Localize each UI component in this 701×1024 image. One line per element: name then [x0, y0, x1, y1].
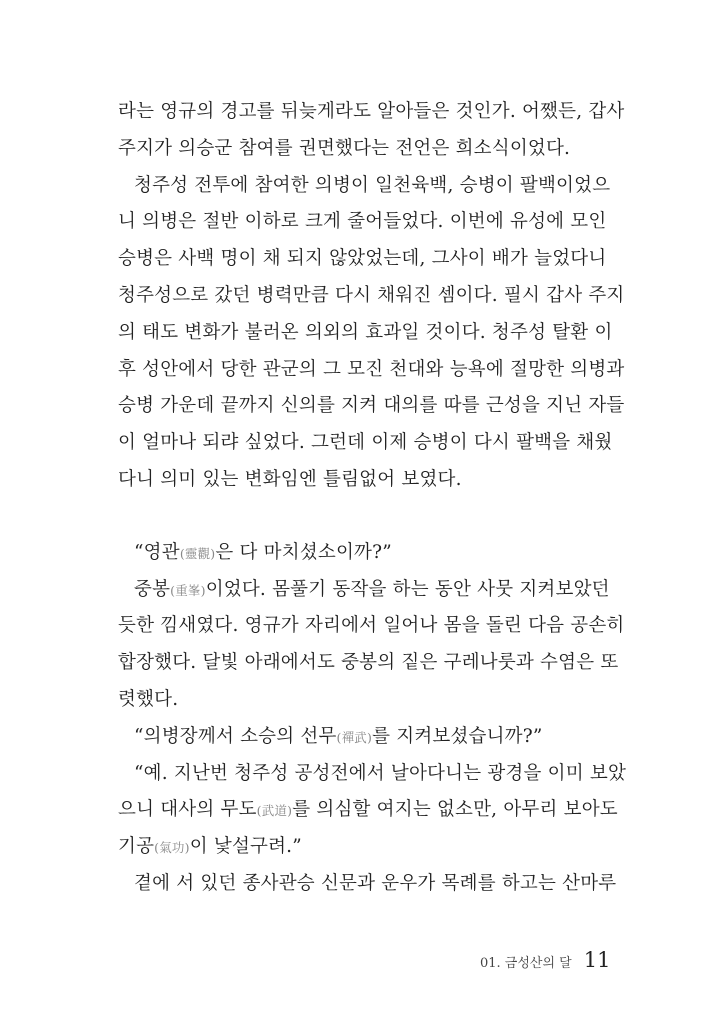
text-line: [118, 352, 625, 389]
text-line: [118, 829, 604, 866]
text-line: [118, 792, 618, 829]
text-line: [118, 866, 617, 903]
text-line: [118, 425, 613, 462]
running-footer: [480, 948, 610, 972]
text-segment: 이 얼마나 되랴 싶었다. 그런데 이제 승병이 다시 팔백을 채웠: [118, 432, 613, 454]
text-segment: 청주성으로 갔던 병력만큼 다시 채워진 셈이다. 필시 갑사 주지: [118, 284, 625, 306]
text-line: [118, 131, 604, 168]
text-segment: 기공: [118, 836, 155, 858]
text-segment: 합장했다. 달빛 아래에서도 중봉의 짙은 구레나룻과 수염은 또: [118, 652, 619, 674]
text-line: [118, 315, 613, 352]
text-line: [118, 645, 619, 682]
text-segment: 승병 가운데 끝까지 신의를 지켜 대의를 따를 근성을 지닌 자들: [118, 395, 625, 417]
text-segment: 의 태도 변화가 불러온 의외의 효과일 것이다. 청주성 탈환 이: [118, 321, 613, 343]
page-body: [118, 94, 627, 903]
text-line: [118, 682, 604, 719]
text-segment: 이었다. 몸풀기 동작을 하는 동안 사뭇 지켜보았던: [205, 578, 610, 600]
text-segment: 를 지켜보셨습니까?”: [372, 725, 543, 747]
hanja-annotation: (靈觀): [179, 545, 216, 561]
paragraph: [118, 719, 604, 756]
text-line: [118, 278, 625, 315]
text-segment: 를 의심할 여지는 없소만, 아무리 보아도: [292, 799, 618, 821]
text-line: [118, 756, 627, 793]
text-segment: 으니 대사의 무도: [118, 799, 257, 821]
text-segment: 이 낯설구려.”: [189, 836, 302, 858]
hanja-annotation: (禪武): [336, 729, 373, 745]
text-line: [118, 462, 604, 499]
text-line: [118, 388, 625, 425]
text-line: [118, 719, 604, 756]
text-line: [118, 608, 625, 645]
paragraph: [118, 572, 625, 719]
paragraph-gap: [118, 499, 604, 535]
text-segment: “의병장께서 소승의 선무: [134, 725, 337, 747]
text-segment: 후 성안에서 당한 관군의 그 모진 천대와 능욕에 절망한 의병과: [118, 358, 625, 380]
paragraph: [118, 535, 604, 572]
hanja-annotation: (重峯): [170, 582, 206, 598]
text-segment: 렷했다.: [118, 688, 179, 710]
text-segment: 라는 영규의 경고를 뒤늦게라도 알아들은 것인가. 어쨌든, 갑사: [118, 101, 625, 122]
text-segment: 청주성 전투에 참여한 의병이 일천육백, 승병이 팔백이었으: [134, 174, 611, 196]
text-line: [118, 535, 604, 572]
text-segment: “예. 지난번 청주성 공성전에서 날아다니는 광경을 이미 보았: [134, 762, 627, 784]
text-segment: 승병은 사백 명이 채 되지 않았었는데, 그사이 배가 늘었다니: [118, 248, 607, 270]
text-line: [118, 168, 611, 205]
chapter-title: 01. 금성산의 달: [480, 956, 572, 971]
text-segment: 곁에 서 있던 종사관승 신문과 운우가 목례를 하고는 산마루: [134, 872, 617, 894]
text-segment: 다니 의미 있는 변화임엔 틀림없어 보였다.: [118, 468, 462, 490]
text-segment: 니 의병은 절반 이하로 크게 줄어들었다. 이번에 유성에 모인: [118, 211, 607, 233]
text-segment: 듯한 낌새였다. 영규가 자리에서 일어나 몸을 돌린 다음 공손히: [118, 615, 625, 637]
text-segment: “영관: [134, 541, 180, 563]
paragraph: [118, 866, 617, 903]
text-segment: 주지가 의승군 참여를 권면했다는 전언은 희소식이었다.: [118, 137, 571, 159]
page-number: 11: [583, 948, 611, 972]
text-line: [118, 572, 610, 609]
paragraph: [118, 168, 625, 499]
text-segment: 은 다 마치셨소이까?”: [215, 541, 392, 563]
text-line: [118, 204, 607, 241]
paragraph: [118, 94, 625, 168]
text-line: [118, 94, 625, 131]
text-segment: 중봉: [134, 578, 171, 600]
hanja-annotation: (氣功): [154, 840, 190, 856]
text-line: [118, 241, 607, 278]
hanja-annotation: (武道): [256, 803, 293, 819]
paragraph: [118, 756, 627, 866]
